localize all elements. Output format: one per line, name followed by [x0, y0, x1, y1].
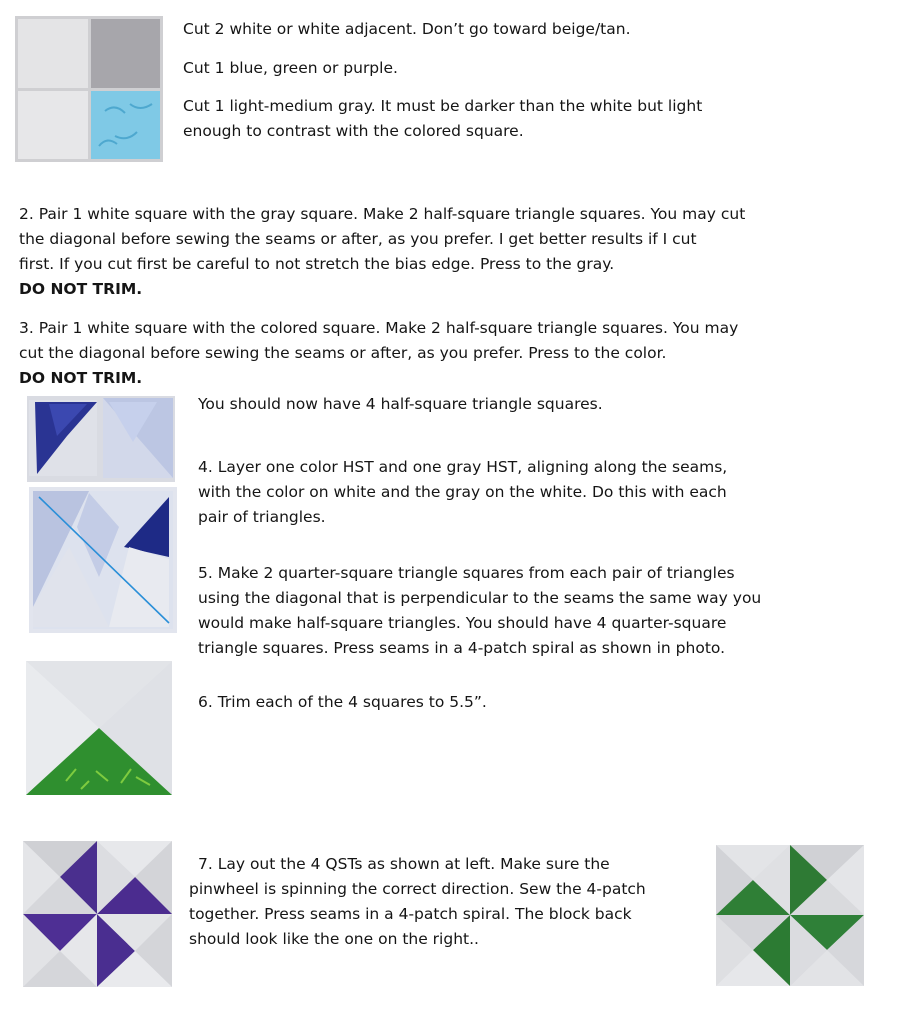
- step-5-line: using the diagonal that is perpendicular to the seams the same way you: [198, 589, 762, 607]
- step-3-text: [19, 316, 738, 391]
- cut-gray-text: [183, 94, 702, 144]
- step-2-line: first. If you cut first be careful to not stretch the bias edge. Press to the gray.: [19, 255, 615, 273]
- cut-color-text: Cut 1 blue, green or purple.: [183, 59, 398, 77]
- pinwheel-front-photo: [23, 841, 172, 987]
- cut-gray-line: enough to contrast with the colored square.: [183, 122, 524, 140]
- step-6-text: 6. Trim each of the 4 squares to 5.5”.: [198, 693, 487, 711]
- step-5-text: [198, 561, 761, 661]
- step-5-line: would make half-square triangles. You should have 4 quarter-square: [198, 614, 727, 632]
- step-5-line: 5. Make 2 quarter-square triangle squares from each pair of triangles: [198, 564, 735, 582]
- step-4-line: pair of triangles.: [198, 508, 326, 526]
- step-4-line: with the color on white and the gray on the white. Do this with each: [198, 483, 727, 501]
- do-not-trim-warning: DO NOT TRIM.: [19, 369, 143, 387]
- step-7-line: pinwheel is spinning the correct direction. Sew the 4-patch: [189, 880, 646, 898]
- step-2-line: 2. Pair 1 white square with the gray square. Make 2 half-square triangle squares. You may cut: [19, 205, 746, 223]
- pinwheel-back-photo: [716, 845, 864, 986]
- hst-photo: [27, 396, 175, 482]
- step-5-line: triangle squares. Press seams in a 4-patch spiral as shown in photo.: [198, 639, 726, 657]
- trimmed-qst-photo: [26, 661, 172, 795]
- step-2-line: the diagonal before sewing the seams or after, as you prefer. I get better results if I cut: [19, 230, 697, 248]
- step-2-text: [19, 202, 745, 302]
- step-4-line: 4. Layer one color HST and one gray HST, aligning along the seams,: [198, 458, 728, 476]
- cut-gray-line: Cut 1 light-medium gray. It must be darker than the white but light: [183, 97, 703, 115]
- fabric-squares-photo: [15, 16, 163, 162]
- step-7-text: [189, 852, 646, 952]
- step-3-line: 3. Pair 1 white square with the colored square. Make 2 half-square triangle squares. You may: [19, 319, 739, 337]
- step-7-line: together. Press seams in a 4-patch spiral. The block back: [189, 905, 632, 923]
- hst-note: You should now have 4 half-square triangle squares.: [198, 395, 603, 413]
- step-7-line: 7. Lay out the 4 QSTs as shown at left. Make sure the: [198, 855, 610, 873]
- step-3-line: cut the diagonal before sewing the seams or after, as you prefer. Press to the color.: [19, 344, 667, 362]
- layered-hst-photo: [29, 487, 177, 633]
- step-7-line: should look like the one on the right..: [189, 930, 479, 948]
- cut-white-text: Cut 2 white or white adjacent. Don’t go toward beige/tan.: [183, 20, 631, 38]
- do-not-trim-warning: DO NOT TRIM.: [19, 280, 143, 298]
- step-4-text: [198, 455, 727, 530]
